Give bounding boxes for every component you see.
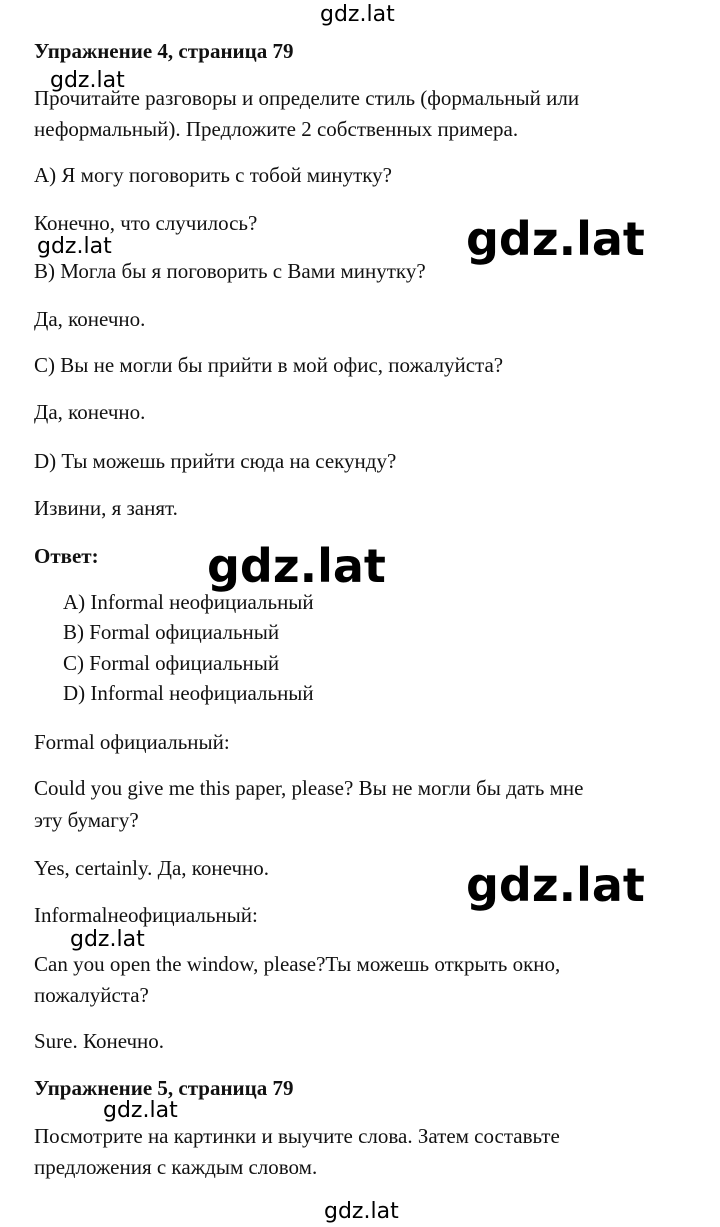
exercise-4-instruction-line-1: Прочитайте разговоры и определите стиль (формальный или <box>34 86 580 110</box>
exercise-5-heading: Упражнение 5, страница 79 <box>34 1076 294 1100</box>
dialogue-b-question: B) Могла бы я поговорить с Вами минутку? <box>34 259 426 283</box>
watermark-large: gdz.lat <box>466 212 645 266</box>
answer-item-b: B) Formal официальный <box>63 620 280 644</box>
watermark-small: gdz.lat <box>103 1098 178 1123</box>
informal-example-question-line-1: Can you open the window, please?Ты можешь открыть окно, <box>34 952 561 976</box>
exercise-5-instruction-line-1: Посмотрите на картинки и выучите слова. Затем составьте <box>34 1124 560 1148</box>
dialogue-c-question: C) Вы не могли бы прийти в мой офис, пожалуйста? <box>34 353 504 377</box>
watermark-large: gdz.lat <box>207 539 386 593</box>
formal-example-question-line-2: эту бумагу? <box>34 808 139 832</box>
informal-example-question-line-2: пожалуйста? <box>34 983 149 1007</box>
exercise-5-instruction-line-2: предложения с каждым словом. <box>34 1155 318 1179</box>
dialogue-d-question: D) Ты можешь прийти сюда на секунду? <box>34 449 397 473</box>
formal-example-answer: Yes, certainly. Да, конечно. <box>34 856 270 880</box>
dialogue-b-answer: Да, конечно. <box>34 307 146 331</box>
informal-example-answer: Sure. Конечно. <box>34 1029 165 1053</box>
watermark-large: gdz.lat <box>466 858 645 912</box>
answer-item-a: A) Informal неофициальный <box>63 590 314 614</box>
answer-heading: Ответ: <box>34 544 99 568</box>
watermark-small: gdz.lat <box>50 68 125 93</box>
dialogue-d-answer: Извини, я занят. <box>34 496 178 520</box>
answer-item-c: C) Formal официальный <box>63 651 280 675</box>
exercise-4-heading: Упражнение 4, страница 79 <box>34 39 294 63</box>
watermark-small: gdz.lat <box>70 927 145 952</box>
watermark-small: gdz.lat <box>37 234 112 259</box>
watermark-top: gdz.lat <box>320 2 395 27</box>
answer-item-d: D) Informal неофициальный <box>63 681 314 705</box>
dialogue-c-answer: Да, конечно. <box>34 400 146 424</box>
informal-example-label: Informalнеофициальный: <box>34 903 258 927</box>
dialogue-a-question: A) Я могу поговорить с тобой минутку? <box>34 163 392 187</box>
dialogue-a-answer: Конечно, что случилось? <box>34 211 258 235</box>
formal-example-label: Formal официальный: <box>34 730 230 754</box>
watermark-bottom: gdz.lat <box>324 1199 399 1224</box>
exercise-4-instruction-line-2: неформальный). Предложите 2 собственных примера. <box>34 117 519 141</box>
formal-example-question-line-1: Could you give me this paper, please? Вы не могли бы дать мне <box>34 776 584 800</box>
